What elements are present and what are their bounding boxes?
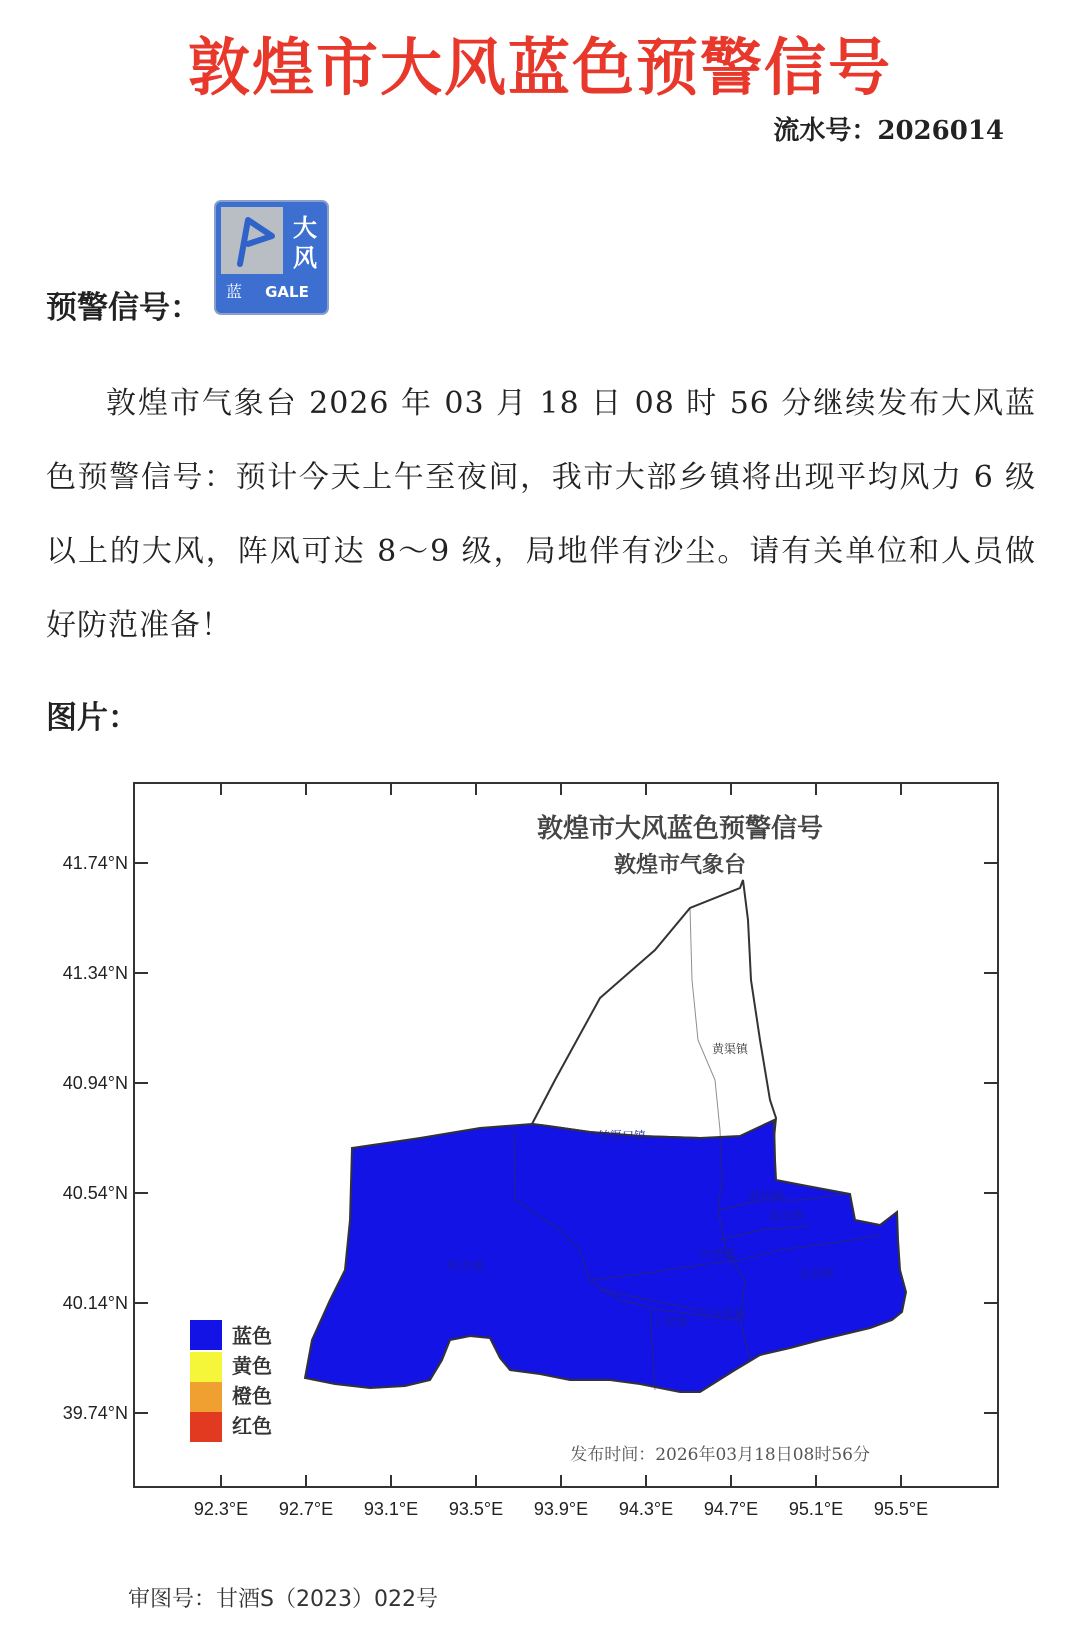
lon-tick-label: 94.3°E	[618, 1499, 674, 1519]
lon-tick-label: 95.1°E	[788, 1499, 844, 1519]
signal-label: 预警信号：	[46, 290, 201, 326]
town-label-huangqu: 黄渠镇	[712, 1042, 749, 1056]
gale-icon-english: GALE	[265, 283, 309, 301]
legend-swatch-blue	[190, 1320, 222, 1350]
town-label-yuemu: 月牙泉镇	[698, 1307, 747, 1321]
map-subtitle: 敦煌市气象台	[613, 852, 747, 878]
legend-label-orange: 橙色	[232, 1384, 272, 1408]
lon-tick-label: 93.1°E	[363, 1499, 419, 1519]
lat-tick-label: 40.54°N	[62, 1183, 128, 1203]
lat-tick-label: 41.34°N	[62, 963, 128, 983]
picture-label: 图片：	[46, 700, 139, 736]
town-label-suzhou: 肃州镇	[748, 1189, 785, 1203]
map-review-number: 审图号：甘酒S（2023）022号	[128, 1587, 438, 1612]
town-label-qiliyuan: 七里镇	[652, 1315, 689, 1329]
gale-icon-char-bottom: 风	[293, 244, 317, 272]
legend-swatch-red	[190, 1412, 222, 1442]
legend-label-yellow: 黄色	[232, 1354, 272, 1378]
lat-tick-label: 40.14°N	[62, 1293, 128, 1313]
legend-swatch-orange	[190, 1382, 222, 1412]
warning-map	[0, 780, 1080, 1580]
legend-swatch-yellow	[190, 1352, 222, 1382]
town-label-mogao: 莫高镇	[768, 1209, 805, 1223]
town-label-north: 北部镇	[798, 1267, 835, 1281]
warning-paragraph: 敦煌市气象台 2026 年 03 月 18 日 08 时 56 分继续发布大风蓝色预警信号：预计今天上午至夜间，我市大部乡镇将出现平均风力 6 级以上的大风，阵风可达 8～9 级，局地伴有沙尘。请有关单位和人员做好防范准备！	[46, 386, 1036, 643]
lon-tick-label: 93.5°E	[448, 1499, 504, 1519]
serial-number: 流水号：2026014	[773, 116, 1004, 146]
legend-label-red: 红色	[232, 1414, 272, 1438]
lon-tick-label: 93.9°E	[533, 1499, 589, 1519]
lat-tick-label: 40.94°N	[62, 1073, 128, 1093]
town-label-yangguan: 阳关镇	[448, 1259, 485, 1273]
gale-icon-color-char: 蓝	[225, 282, 243, 301]
gale-icon-char-top: 大	[293, 214, 317, 242]
map-title: 敦煌市大风蓝色预警信号	[536, 814, 824, 844]
issue-time: 发布时间：2026年03月18日08时56分	[570, 1445, 870, 1465]
town-label-shazhou: 沙州镇	[700, 1247, 737, 1261]
legend-label-blue: 蓝色	[232, 1324, 272, 1348]
lon-tick-label: 94.7°E	[703, 1499, 759, 1519]
town-label-guazhou: 转渠口镇	[598, 1129, 647, 1143]
lat-tick-label: 39.74°N	[62, 1403, 128, 1423]
lat-tick-label: 41.74°N	[62, 853, 128, 873]
lon-tick-label: 92.3°E	[193, 1499, 249, 1519]
lon-tick-label: 95.5°E	[873, 1499, 929, 1519]
page-title: 敦煌市大风蓝色预警信号	[187, 31, 892, 104]
gale-blue-signal-icon	[214, 200, 329, 315]
lon-tick-label: 92.7°E	[278, 1499, 334, 1519]
